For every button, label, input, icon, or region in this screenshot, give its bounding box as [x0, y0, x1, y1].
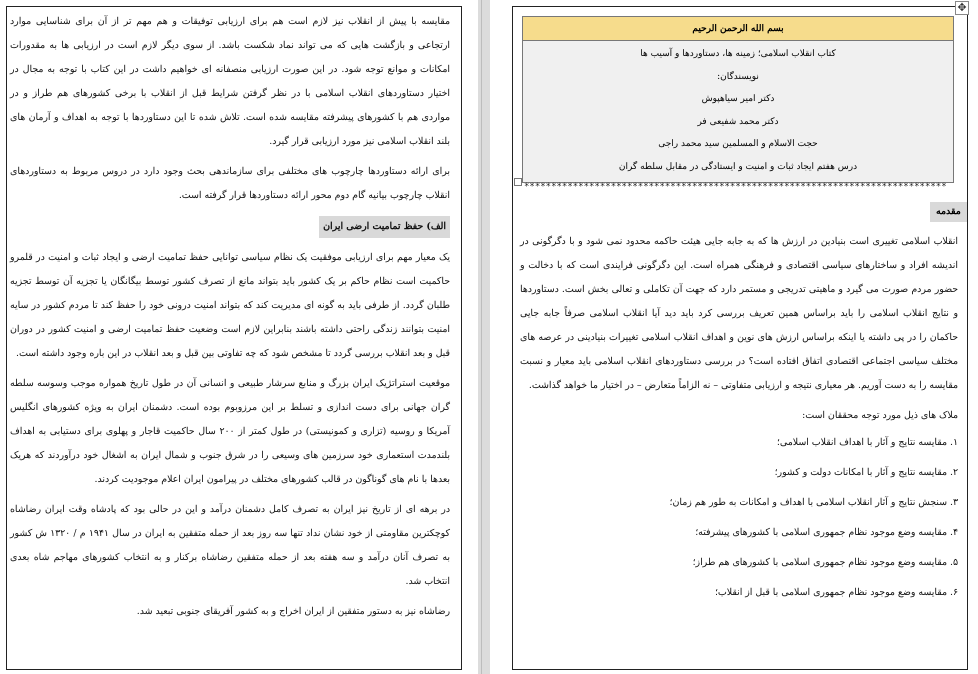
list-item: ۶. مقایسه وضع موجود نظام جمهوری اسلامی با قبل از انقلاب؛ — [714, 587, 958, 598]
right-page-body[interactable] — [520, 230, 958, 608]
basmala-header: بسم الله الرحمن الرحیم — [523, 17, 953, 41]
list-item: ۴. مقایسه وضع موجود نظام جمهوری اسلامی با کشورهای پیشرفته؛ — [695, 527, 958, 538]
criteria-intro: ملاک های ذیل مورد توجه محققان است: — [802, 410, 958, 421]
move-handle-icon[interactable]: ✥ — [955, 1, 969, 15]
table-anchor-handle[interactable] — [514, 178, 522, 186]
section-heading-territorial-integrity: الف) حفظ تمامیت ارضی ایران — [319, 216, 450, 238]
list-item: ۵. مقایسه وضع موجود نظام جمهوری اسلامی با کشورهای هم طراز؛ — [692, 557, 958, 568]
paragraph-5: در برهه ای از تاریخ نیز ایران به تصرف کامل دشمنان درآمد و این در حالی بود که پادشاه وقت ایران رضاشاه کوچکترین مقاومتی از خود نشان نداد تنها سه روز بعد از حمله متفقین به ایران در سال ۱۹۴۱ م / ۱۳۲۰ ش کشور به تصرف آنان درآمد و سه هفته بعد از حمله متفقین رضاشاه برکنار و به انتخاب کشورهای مهاجم شاه بعدی انتخاب شد. — [10, 504, 450, 587]
criteria-list — [520, 428, 958, 608]
paragraph-4: موقعیت استراتژیک ایران بزرگ و منابع سرشار طبیعی و انسانی آن در طول تاریخ همواره موجب وسوسه سلطه گران جهانی برای دست اندازی و تسلط بر این مرزوبوم بوده است. دشمنان ایران به ویژه کشورهای انگلیس آمریکا و روسیه (تزاری و کمونیستی) در طول کمتر از ۲۰۰ سال حاکمیت قاجار و پهلوی برای دستیابی به اهداف بلندمدت استعماری خود سرزمین های وسیعی را در شرق جنوب و شمال ایران به اشغال خود درآوردند که هریک بعدها با نام های گوناگون در قالب کشورهای مختلف در پیرامون ایران اعلام موجودیت کردند. — [10, 378, 450, 485]
title-lines — [523, 41, 953, 182]
author-2: دکتر محمد شفیعی فر — [697, 116, 779, 127]
introduction-paragraph: انقلاب اسلامی تغییری است بنیادین در ارزش ها که به جابه جایی هیئت حاکمه محدود نمی شود و با دگرگونی در اندیشه افراد و ساختارهای سیاسی اقتصادی و فرهنگی همراه است. این دگرگونی فرایندی است که با دخالت و حضور مردم صورت می گیرد و ماهیتی تدریجی و مستمر دارد که جهت آن تکاملی و تعالی بخش است. دستاوردها و نتایج انقلاب اسلامی را باید براساس همین تعریف بررسی کرد باید دید آیا انقلاب اسلامی صرفاً جابه جایی حاکمان را در پی داشته یا اینکه براساس ارزش های نوین و اهداف انقلاب اسلامی تغییرات بنیادینی در عرصه های مختلف سیاسی اجتماعی اقتصادی اتفاق افتاده است؟ در بررسی دستاوردهای انقلاب اسلامی باید معیار و نسبت مقایسه را به دست آوریم. هر معیاری نتیجه و ارزیابی متفاوتی – نه الزاماً متعارض – در اختیار ما خواهد گذاشت. — [520, 236, 958, 391]
paragraph-2: برای ارائه دستاوردها چارچوب های مختلفی برای سازماندهی بحث وجود دارد در دروس مربوط به دستاوردهای انقلاب چارچوب بیانیه گام دوم محور ارائه دستاوردها قرار گرفته است. — [10, 166, 450, 201]
list-item: ۲. مقایسه نتایج و آثار با امکانات دولت و کشور؛ — [774, 467, 958, 478]
right-page — [490, 0, 978, 674]
paragraph-6: رضاشاه نیز به دستور متفقین از ایران اخراج و به کشور آفریقای جنوبی تبعید شد. — [136, 606, 450, 617]
left-page-body[interactable] — [10, 10, 450, 630]
author-3: حجت الاسلام و المسلمین سید محمد راجی — [658, 139, 818, 149]
lesson-title: درس هفتم ایجاد ثبات و امنیت و ایستادگی در مقابل سلطه گران — [618, 161, 858, 172]
star-separator: ****************************************************************************** — [524, 182, 947, 192]
author-1: دکتر امیر سیاهپوش — [701, 94, 775, 104]
page-gutter — [481, 0, 482, 674]
paragraph-3: یک معیار مهم برای ارزیابی موفقیت یک نظام سیاسی توانایی حفظ تمامیت ارضی و ایجاد ثبات و امنیت در قلمرو حاکمیت است نظام حاکم بر یک کشور باید بتواند مانع از تصرف کشور توسط بیگانگان یا تجزیه آن توسط تجزیه طلبان گردد. از طرفی باید به گونه ای مدیریت کند که بتواند امنیت درونی خود را حفظ کند تا مردم کشور در سایه امنیت بتوانند زندگی راحتی داشته باشند بنابراین لازم است وضعیت حفظ تمامیت ارضی و امنیت کشور در دوران قبل و بعد انقلاب بررسی گردد تا مشخص شود که چه تفاوتی بین قبل و بعد انقلاب در این باره وجود داشته است. — [10, 252, 450, 359]
authors-label: نویسندگان: — [717, 71, 759, 82]
list-item: ۱. مقایسه نتایج و آثار با اهداف انقلاب اسلامی؛ — [776, 437, 958, 448]
book-title: کتاب انقلاب اسلامی؛ زمینه ها، دستاوردها و آسیب ها — [640, 49, 836, 59]
title-table[interactable] — [522, 16, 954, 183]
list-item: ۳. سنجش نتایج و آثار انقلاب اسلامی با اهداف و امکانات به طور هم زمان؛ — [669, 497, 958, 508]
paragraph-1: مقایسه با پیش از انقلاب نیز لازم است هم برای ارزیابی توفیقات و هم مهم تر از آن برای شناسایی موارد ارتجاعی و بازگشت هایی که می تواند نماد شکست باشد. از سوی دیگر لازم است در ارزیابی ها به مقدورات امکانات و موانع توجه شود. در این صورت ارزیابی منصفانه ای خواهیم داشت در این کتاب با توجه به مجال در اختیار دستاوردهای انقلاب اسلامی با در نظر گرفتن شرایط قبل از انقلاب با برخی کشورهای هم طراز و در مواردی هم با کشورهای پیشرفته مقایسه شده است. تلاش شده تا این دستاوردها با توجه به اهداف و آرمان های بلند انقلاب اسلامی نیز مورد ارزیابی قرار گیرد. — [10, 16, 450, 147]
section-heading-introduction: مقدمه — [930, 202, 967, 222]
left-page — [0, 0, 478, 674]
